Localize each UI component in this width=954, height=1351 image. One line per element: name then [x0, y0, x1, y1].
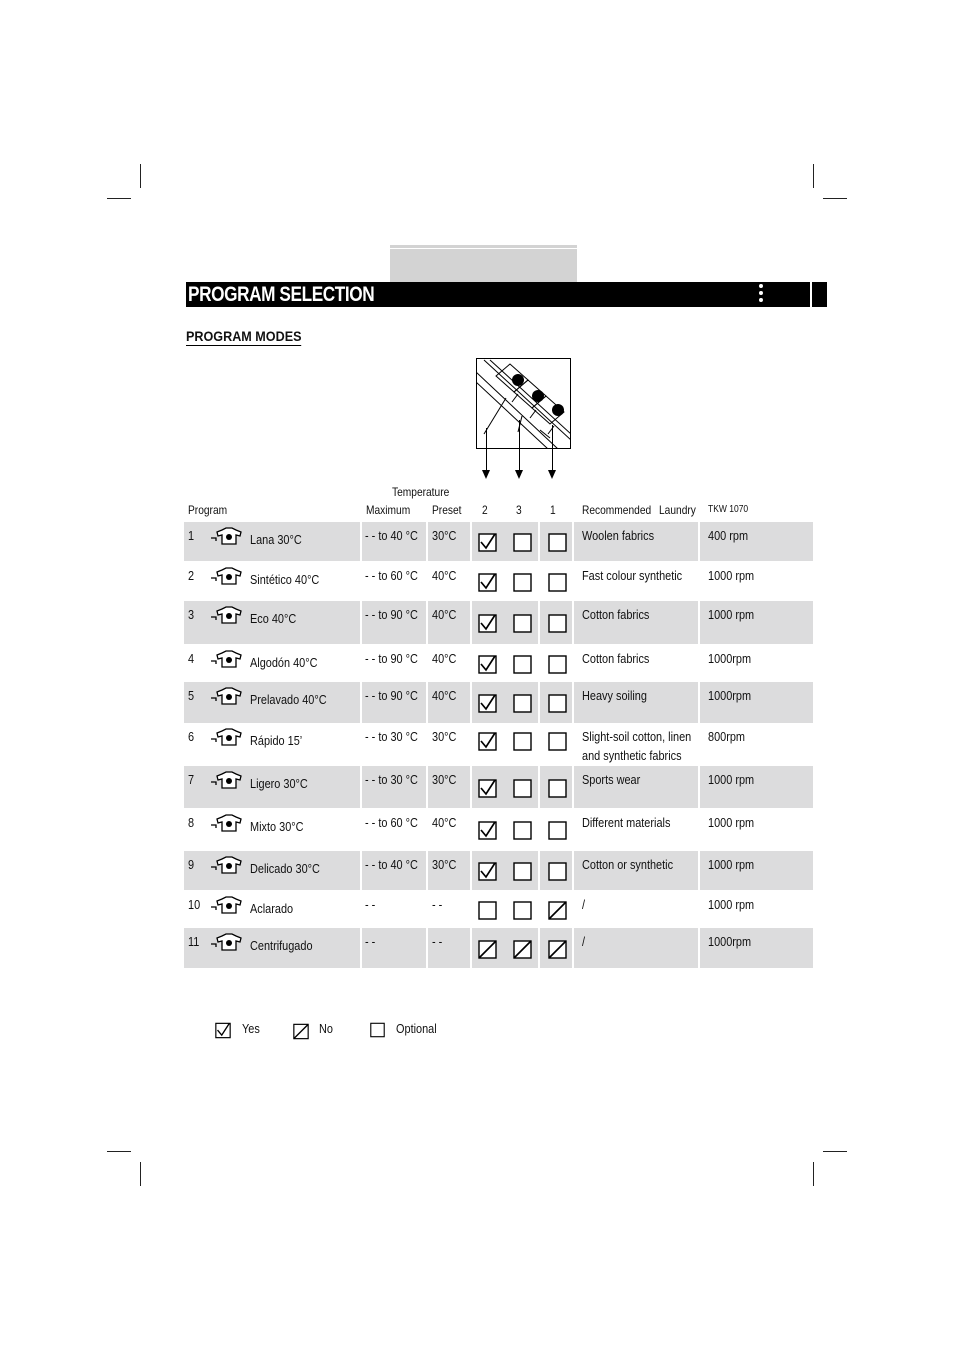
- compartment-3-checkbox-icon: [513, 694, 532, 713]
- program-number: 8: [188, 815, 195, 830]
- column-divider: [470, 928, 472, 968]
- program-number: 6: [188, 729, 195, 744]
- crop-mark: [813, 1162, 814, 1186]
- program-name: Algodón 40°C: [250, 655, 318, 670]
- compartment-3-checkbox-icon: [513, 732, 532, 751]
- table-row: [184, 766, 813, 808]
- program-name: Mixto 30°C: [250, 819, 304, 834]
- spin-speed: 1000rpm: [708, 651, 752, 666]
- compartment-2-checkbox-icon: [478, 779, 497, 798]
- column-divider: [572, 928, 574, 968]
- compartment-1-checkbox-icon: [548, 655, 567, 674]
- arrow-line: [552, 425, 553, 470]
- compartment-2-checkbox-icon: [478, 901, 497, 920]
- column-divider: [572, 682, 574, 723]
- crop-mark: [140, 1162, 141, 1186]
- compartment-1-checkbox-icon: [548, 940, 567, 959]
- crop-mark: [823, 198, 847, 199]
- preset-temperature: 30°C: [432, 528, 457, 543]
- column-divider: [538, 645, 540, 681]
- compartment-3-checkbox-icon: [513, 940, 532, 959]
- column-divider: [572, 891, 574, 927]
- max-temperature: - - to 30 °C: [365, 772, 418, 787]
- compartment-1-checkbox-icon: [548, 779, 567, 798]
- column-divider: [470, 562, 472, 600]
- column-divider: [698, 851, 700, 890]
- program-number: 9: [188, 857, 195, 872]
- max-temperature: - -: [365, 897, 376, 912]
- program-number: 2: [188, 568, 195, 583]
- prewash-program-icon: [210, 686, 242, 706]
- column-divider: [470, 891, 472, 927]
- column-divider: [360, 723, 362, 765]
- max-temperature: - - to 60 °C: [365, 815, 418, 830]
- column-divider: [572, 601, 574, 644]
- column-divider: [538, 891, 540, 927]
- max-temperature: - -: [365, 934, 376, 949]
- table-row: [184, 851, 813, 890]
- legend-optional-label: Optional: [396, 1021, 437, 1036]
- column-divider: [538, 928, 540, 968]
- column-divider: [470, 522, 472, 561]
- column-divider: [698, 601, 700, 644]
- program-name: Aclarado: [250, 901, 294, 916]
- recommended-laundry: Heavy soiling: [582, 688, 647, 703]
- recommended-laundry: Sports wear: [582, 772, 641, 787]
- column-divider: [538, 562, 540, 600]
- column-divider: [538, 809, 540, 850]
- compartment-1-checkbox-icon: [548, 862, 567, 881]
- recommended-laundry: and synthetic fabrics: [582, 748, 682, 763]
- compartment-3-checkbox-icon: [513, 573, 532, 592]
- light-program-icon: [210, 770, 242, 790]
- column-divider: [360, 601, 362, 644]
- max-temperature: - - to 90 °C: [365, 688, 418, 703]
- column-header-preset: Preset: [432, 503, 462, 517]
- preset-temperature: - -: [432, 934, 443, 949]
- column-divider: [426, 928, 428, 968]
- quick-program-icon: [210, 727, 242, 747]
- compartment-1-checkbox-icon: [548, 573, 567, 592]
- column-divider: [538, 522, 540, 561]
- compartment-2-checkbox-icon: [478, 940, 497, 959]
- recommended-laundry: Cotton fabrics: [582, 607, 650, 622]
- section-subtitle: PROGRAM MODES: [186, 328, 302, 344]
- compartment-2-checkbox-icon: [478, 821, 497, 840]
- preset-temperature: 40°C: [432, 815, 457, 830]
- table-row: [184, 562, 813, 600]
- header-divider: [810, 282, 812, 307]
- legend-no-checkbox-icon: [293, 1023, 309, 1040]
- column-divider: [572, 809, 574, 850]
- program-number: 3: [188, 607, 195, 622]
- column-divider: [426, 891, 428, 927]
- column-divider: [698, 766, 700, 808]
- column-divider: [360, 766, 362, 808]
- column-divider: [538, 682, 540, 723]
- max-temperature: - - to 60 °C: [365, 568, 418, 583]
- crop-mark: [823, 1151, 847, 1152]
- arrow-line: [519, 420, 520, 470]
- spin-speed: 400 rpm: [708, 528, 749, 543]
- recommended-laundry: Different materials: [582, 815, 671, 830]
- legend-yes-checkbox-icon: [215, 1022, 231, 1039]
- column-header-maximum: Maximum: [366, 503, 411, 517]
- compartment-3-checkbox-icon: [513, 862, 532, 881]
- column-header-model: TKW 1070: [708, 504, 749, 515]
- program-number: 1: [188, 528, 195, 543]
- spin-speed: 1000rpm: [708, 688, 752, 703]
- table-row: [184, 928, 813, 968]
- column-divider: [426, 851, 428, 890]
- table-row: [184, 601, 813, 644]
- compartment-3-checkbox-icon: [513, 533, 532, 552]
- spin-speed: 1000 rpm: [708, 815, 755, 830]
- program-number: 11: [188, 934, 200, 949]
- column-divider: [426, 682, 428, 723]
- spin-program-icon: [210, 932, 242, 952]
- crop-mark: [813, 164, 814, 188]
- recommended-laundry: Cotton or synthetic: [582, 857, 674, 872]
- program-name: Sintético 40°C: [250, 572, 320, 587]
- max-temperature: - - to 40 °C: [365, 857, 418, 872]
- delicate-program-icon: [210, 855, 242, 875]
- preset-temperature: 40°C: [432, 651, 457, 666]
- column-header-temperature: Temperature: [392, 485, 450, 499]
- arrow-down-icon: [548, 470, 556, 479]
- crop-mark: [107, 198, 131, 199]
- max-temperature: - - to 30 °C: [365, 729, 418, 744]
- column-divider: [426, 522, 428, 561]
- legend-yes-label: Yes: [242, 1021, 260, 1036]
- column-divider: [698, 645, 700, 681]
- arrow-line: [486, 428, 487, 470]
- column-divider: [426, 645, 428, 681]
- column-header-program: Program: [188, 503, 228, 517]
- synthetic-program-icon: [210, 566, 242, 586]
- preset-temperature: 30°C: [432, 729, 457, 744]
- column-divider: [470, 682, 472, 723]
- column-header-laundry: Laundry: [659, 503, 696, 517]
- compartment-2-checkbox-icon: [478, 655, 497, 674]
- crop-mark: [140, 164, 141, 188]
- compartment-3-checkbox-icon: [513, 614, 532, 633]
- spin-speed: 1000 rpm: [708, 568, 755, 583]
- column-divider: [360, 809, 362, 850]
- column-divider: [360, 682, 362, 723]
- program-name: Centrifugado: [250, 938, 313, 953]
- program-name: Eco 40°C: [250, 611, 297, 626]
- program-number: 4: [188, 651, 195, 666]
- column-divider: [698, 809, 700, 850]
- column-divider: [360, 522, 362, 561]
- max-temperature: - - to 40 °C: [365, 528, 418, 543]
- column-header-compartment-2: 2: [482, 503, 488, 517]
- column-divider: [538, 851, 540, 890]
- column-divider: [698, 522, 700, 561]
- preset-temperature: 40°C: [432, 568, 457, 583]
- column-divider: [572, 645, 574, 681]
- program-name: Lana 30°C: [250, 532, 302, 547]
- column-divider: [698, 682, 700, 723]
- cotton-program-icon: [210, 649, 242, 669]
- table-row: [184, 522, 813, 561]
- column-divider: [470, 809, 472, 850]
- header-dots-decoration: [759, 284, 763, 306]
- compartment-2-checkbox-icon: [478, 573, 497, 592]
- arrow-down-icon: [515, 470, 523, 479]
- spin-speed: 800rpm: [708, 729, 746, 744]
- eco-program-icon: [210, 605, 242, 625]
- compartment-1-checkbox-icon: [548, 901, 567, 920]
- page-title: PROGRAM SELECTION: [188, 283, 375, 306]
- table-row: [184, 809, 813, 850]
- preset-temperature: 40°C: [432, 688, 457, 703]
- column-divider: [426, 562, 428, 600]
- column-divider: [360, 928, 362, 968]
- column-divider: [698, 562, 700, 600]
- spin-speed: 1000rpm: [708, 934, 752, 949]
- detergent-drawer-illustration: [476, 358, 571, 449]
- column-divider: [470, 723, 472, 765]
- recommended-laundry: Slight-soil cotton, linen: [582, 729, 692, 744]
- column-divider: [572, 723, 574, 765]
- max-temperature: - - to 90 °C: [365, 651, 418, 666]
- header-tab: [390, 243, 577, 284]
- compartment-3-checkbox-icon: [513, 901, 532, 920]
- column-divider: [426, 723, 428, 765]
- rinse-program-icon: [210, 895, 242, 915]
- program-number: 10: [188, 897, 201, 912]
- column-divider: [470, 645, 472, 681]
- column-divider: [698, 723, 700, 765]
- recommended-laundry: Fast colour synthetic: [582, 568, 683, 583]
- mixed-program-icon: [210, 813, 242, 833]
- compartment-3-checkbox-icon: [513, 779, 532, 798]
- column-divider: [572, 562, 574, 600]
- column-header-compartment-1: 1: [550, 503, 556, 517]
- column-divider: [426, 601, 428, 644]
- column-divider: [360, 851, 362, 890]
- table-row: [184, 645, 813, 681]
- program-name: Rápido 15’: [250, 733, 303, 748]
- arrow-down-icon: [482, 470, 490, 479]
- preset-temperature: 30°C: [432, 857, 457, 872]
- compartment-1-checkbox-icon: [548, 614, 567, 633]
- compartment-2-checkbox-icon: [478, 614, 497, 633]
- compartment-3-checkbox-icon: [513, 655, 532, 674]
- compartment-3-checkbox-icon: [513, 821, 532, 840]
- program-name: Ligero 30°C: [250, 776, 308, 791]
- table-row: [184, 891, 813, 927]
- recommended-laundry: /: [582, 934, 586, 949]
- spin-speed: 1000 rpm: [708, 772, 755, 787]
- crop-mark: [107, 1151, 131, 1152]
- column-divider: [470, 766, 472, 808]
- spin-speed: 1000 rpm: [708, 897, 755, 912]
- column-divider: [470, 601, 472, 644]
- column-divider: [426, 809, 428, 850]
- table-row: [184, 723, 813, 765]
- compartment-1-checkbox-icon: [548, 732, 567, 751]
- legend-optional-checkbox-icon: [370, 1022, 385, 1038]
- column-divider: [470, 851, 472, 890]
- compartment-1-checkbox-icon: [548, 821, 567, 840]
- column-divider: [698, 928, 700, 968]
- legend-no-label: No: [319, 1021, 333, 1036]
- compartment-1-checkbox-icon: [548, 533, 567, 552]
- recommended-laundry: /: [582, 897, 586, 912]
- preset-temperature: 40°C: [432, 607, 457, 622]
- compartment-2-checkbox-icon: [478, 694, 497, 713]
- column-divider: [538, 601, 540, 644]
- column-divider: [538, 723, 540, 765]
- wool-program-icon: [210, 526, 242, 546]
- program-name: Prelavado 40°C: [250, 692, 327, 707]
- compartment-2-checkbox-icon: [478, 732, 497, 751]
- spin-speed: 1000 rpm: [708, 607, 755, 622]
- recommended-laundry: Cotton fabrics: [582, 651, 650, 666]
- max-temperature: - - to 90 °C: [365, 607, 418, 622]
- compartment-1-checkbox-icon: [548, 694, 567, 713]
- program-number: 5: [188, 688, 195, 703]
- section-header-bar: [186, 282, 827, 307]
- column-divider: [698, 891, 700, 927]
- recommended-laundry: Woolen fabrics: [582, 528, 655, 543]
- compartment-2-checkbox-icon: [478, 862, 497, 881]
- column-divider: [572, 766, 574, 808]
- column-divider: [572, 522, 574, 561]
- program-name: Delicado 30°C: [250, 861, 320, 876]
- preset-temperature: 30°C: [432, 772, 457, 787]
- column-divider: [360, 891, 362, 927]
- compartment-2-checkbox-icon: [478, 533, 497, 552]
- spin-speed: 1000 rpm: [708, 857, 755, 872]
- program-number: 7: [188, 772, 195, 787]
- column-divider: [538, 766, 540, 808]
- column-divider: [572, 851, 574, 890]
- column-header-compartment-3: 3: [516, 503, 522, 517]
- column-header-recommended: Recommended: [582, 503, 652, 517]
- table-row: [184, 682, 813, 723]
- column-divider: [360, 562, 362, 600]
- column-divider: [426, 766, 428, 808]
- preset-temperature: - -: [432, 897, 443, 912]
- column-divider: [360, 645, 362, 681]
